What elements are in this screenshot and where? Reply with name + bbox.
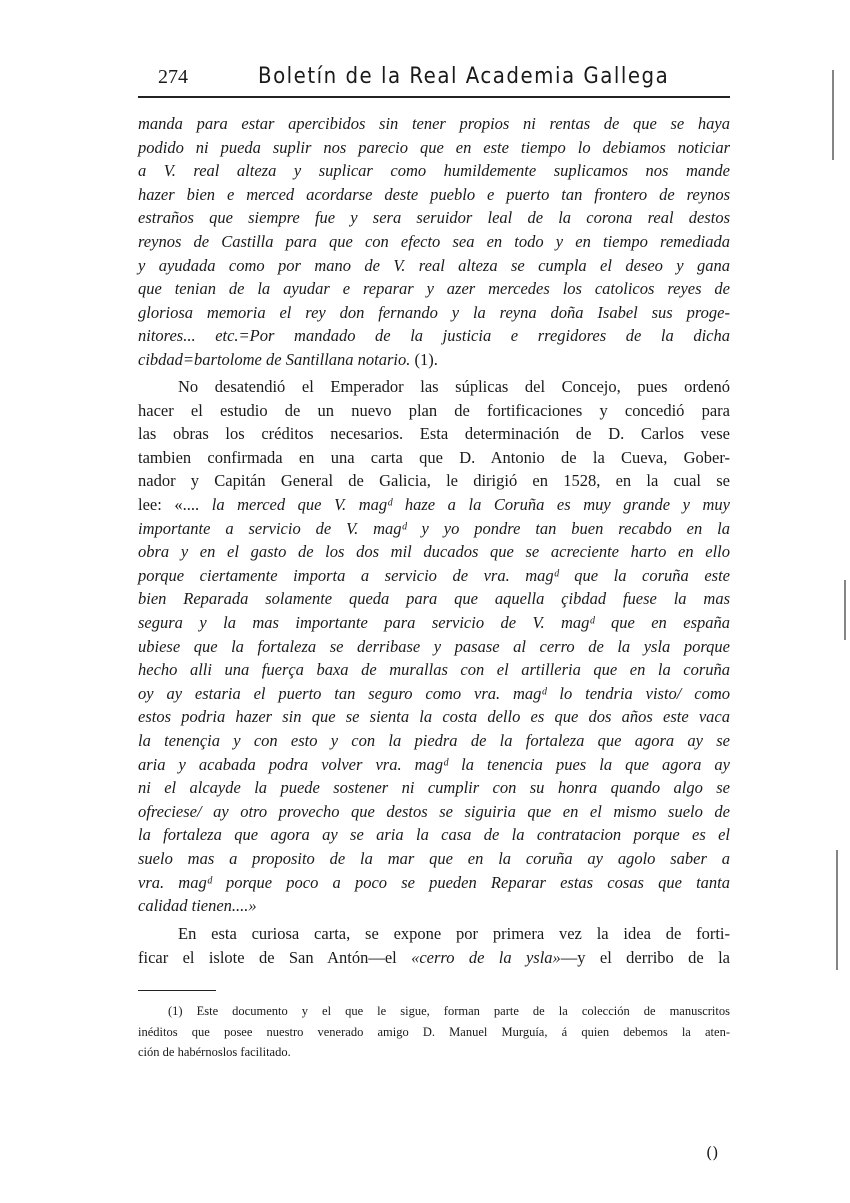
text-line xyxy=(138,207,730,229)
text-line xyxy=(138,400,730,422)
footnote-line: ción de habérnoslos facilitado. xyxy=(138,1045,291,1059)
italic-text: hecho alli una fuerça baxa de murallas con el artilleria que en la coruña xyxy=(138,660,730,680)
italic-text: a V. real alteza y suplicar como humildemente suplicamos nos mande xyxy=(138,161,730,181)
text-line xyxy=(138,231,730,253)
italic-text: la merced que V. magᵈ haze a la Coruña es muy grande y muy xyxy=(211,495,730,514)
italic-text: y ayudada como por mano de V. real alteza se cumpla el deseo y gana xyxy=(138,255,730,275)
text: las obras los créditos necesarios. Esta determinación de D. Carlos vese xyxy=(138,424,730,444)
scan-edge-mark xyxy=(832,70,834,160)
italic-text: podido ni pueda suplir nos parecio que en este tiempo lo debiamos noticiar xyxy=(138,137,730,157)
italic-text: bien Reparada solamente queda para que aquella çibdad fuese la mas xyxy=(138,589,730,609)
italic-text: hazer bien e merced acordarse deste pueblo e puerto tan frontero de reynos xyxy=(138,184,730,204)
text: nador y Capitán General de Galicia, le dirigió en 1528, en la cual se xyxy=(138,471,730,491)
text-line xyxy=(138,302,730,324)
text-line xyxy=(138,113,730,135)
text-line xyxy=(138,730,730,752)
text-line xyxy=(138,612,730,634)
italic-text: vra. magᵈ porque poco a poco se pueden Reparar estas cosas que tanta xyxy=(138,872,730,892)
italic-text: oy ay estaria el puerto tan seguro como vra. magᵈ lo tendria visto/ como xyxy=(138,683,730,703)
text-line xyxy=(138,184,730,206)
signature-mark: () xyxy=(706,1143,719,1162)
text-line xyxy=(138,470,730,492)
text: No desatendió el Emperador las súplicas del Concejo, pues ordenó xyxy=(178,377,730,396)
footnote-line: (1) Este documento y el que le sigue, forman parte de la colección de manuscritos xyxy=(168,1004,730,1018)
text-line xyxy=(138,447,730,469)
text-line xyxy=(138,137,730,159)
text-line xyxy=(138,848,730,870)
text: hacer el estudio de un nuevo plan de fortificaciones y concedió para xyxy=(138,400,730,420)
text-line xyxy=(138,518,730,540)
text-line xyxy=(138,706,730,728)
page-number: 274 xyxy=(158,66,188,88)
italic-text: porque ciertamente importa a servicio de vra. magᵈ que la coruña este xyxy=(138,565,730,585)
italic-text: ofreciese/ ay otro provecho que destos se siguiria que en el mismo suelo de xyxy=(138,801,730,821)
italic-text: gloriosa memoria el rey don fernando y la reyna doña Isabel sus proge- xyxy=(138,302,730,322)
text-line xyxy=(138,872,730,894)
text-line xyxy=(138,565,730,587)
text-line xyxy=(138,683,730,705)
italic-text: la fortaleza que agora ay se aria la casa de la contratacion porque es el xyxy=(138,825,730,845)
text-line xyxy=(138,325,730,347)
text-line xyxy=(138,659,730,681)
italic-text: ubiese que la fortaleza se derribase y pasase al cerro de la ysla porque xyxy=(138,636,730,656)
text: tambien confirmada en una carta que D. Antonio de la Cueva, Gober- xyxy=(138,447,730,467)
text-line xyxy=(138,160,730,182)
footnote-line: inéditos que posee nuestro venerado amigo D. Manuel Murguía, á quien debemos la aten- xyxy=(138,1024,730,1039)
italic-text: estraños que siempre fue y sera seruidor leal de la corona real destos xyxy=(138,208,730,228)
text-line xyxy=(138,255,730,277)
scan-edge-mark xyxy=(844,580,846,640)
text-line xyxy=(138,923,730,945)
text-line xyxy=(138,588,730,610)
italic-text: segura y la mas importante para servicio de V. magᵈ que en españa xyxy=(138,613,730,632)
italic-text: reynos de Castilla para que con efecto sea en todo y en tiempo remediada xyxy=(138,232,730,251)
text: En esta curiosa carta, se expone por primera vez la idea de forti- xyxy=(178,924,730,943)
footnote-rule xyxy=(138,990,216,991)
italic-text: aria y acabada podra volver vra. magᵈ la tenencia pues la que agora ay xyxy=(138,754,730,774)
text-line xyxy=(138,494,730,516)
text-line xyxy=(138,824,730,846)
text: ficar el islote de San Antón—el xyxy=(138,947,412,967)
text: (1). xyxy=(410,350,438,369)
text-line xyxy=(138,777,730,799)
italic-text: manda para estar apercibidos sin tener propios ni rentas de que se haya xyxy=(138,114,730,133)
running-header xyxy=(138,64,730,94)
italic-text: obra y en el gasto de los dos mil ducados que se acreciente harto en ello xyxy=(138,542,730,562)
text-line xyxy=(138,947,730,969)
text-line xyxy=(138,636,730,658)
text-line xyxy=(138,895,730,917)
text-line xyxy=(138,541,730,563)
italic-text: calidad tienen....» xyxy=(138,896,257,916)
text-line xyxy=(138,376,730,398)
header-rule xyxy=(138,96,730,98)
text-line xyxy=(138,754,730,776)
text-line xyxy=(138,349,730,371)
italic-text: la tenençia y con esto y con la piedra de la fortaleza que agora ay se xyxy=(138,731,730,750)
text: lee: «.... xyxy=(138,495,212,514)
italic-text: cibdad=bartolome de Santillana notario. xyxy=(138,350,411,369)
italic-text: «cerro de la ysla» xyxy=(411,947,561,967)
text-line xyxy=(138,278,730,300)
scan-edge-mark xyxy=(836,850,838,970)
italic-text: ni el alcayde la puede sostener ni cumplir con su honra quando algo se xyxy=(138,778,730,798)
text-line xyxy=(138,801,730,823)
italic-text: nitores... etc.=Por mandado de la justicia e rregidores de la dicha xyxy=(138,326,730,346)
text: —y el derribo de la xyxy=(560,947,730,967)
journal-title: Boletín de la Real Academia Gallega xyxy=(258,64,670,89)
italic-text: importante a servicio de V. magᵈ y yo pondre tan buen recabdo en la xyxy=(138,518,730,538)
italic-text: suelo mas a proposito de la mar que en la coruña ay agolo saber a xyxy=(138,849,730,868)
italic-text: que tenian de la ayudar e reparar y azer mercedes los catolicos reyes de xyxy=(138,279,730,299)
italic-text: estos podria hazer sin que se sienta la costa dello es que dos años este vaca xyxy=(138,707,730,727)
text-line xyxy=(138,423,730,445)
